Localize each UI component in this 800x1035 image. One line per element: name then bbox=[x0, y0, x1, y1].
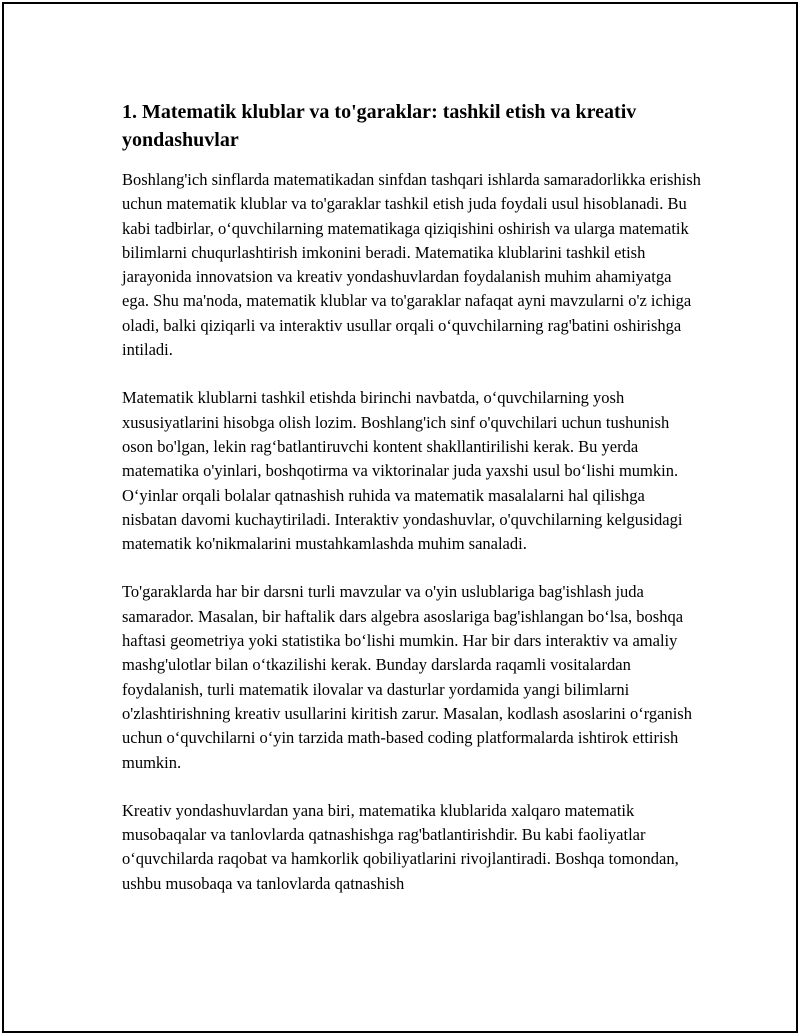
paragraph-2: Matematik klublarni tashkil etishda birinchi navbatda, o‘quvchilarning yosh xususiyatlarini hisobga olish lozim. Boshlang'ich sinf o'quvchilari uchun tushunish oson bo'lgan, lekin rag‘batlantiruvchi kontent shakllantirilishi kerak. Bu yerda matematika o'yinlari, boshqotirma va viktorinalar juda yaxshi usul bo‘lishi mumkin. O‘yinlar orqali bolalar qatnashish ruhida va matematik masalalarni hal qilishga nisbatan davomi kuchaytiriladi. Interaktiv yondashuvlar, o'quvchilarning kelgusidagi matematik ko'nikmalarini mustahkamlashda muhim sanaladi. bbox=[122, 388, 683, 554]
document-body bbox=[122, 98, 702, 920]
paragraph-4: Kreativ yondashuvlardan yana biri, matematika klublarida xalqaro matematik musobaqalar va tanlovlarda qatnashishga rag'batlantirishdir. Bu kabi faoliyatlar o‘quvchilarda raqobat va hamkorlik qobiliyatlarini rivojlantiradi. Boshqa tomondan, ushbu musobaqa va tanlovlarda qatnashish bbox=[122, 800, 679, 893]
document-title: 1. Matematik klublar va to'garaklar: tashkil etish va kreativ yondashuvlar bbox=[122, 101, 637, 151]
paragraph-1: Boshlang'ich sinflarda matematikadan sinfdan tashqari ishlarda samaradorlikka erishish uchun matematik klublar va to'garaklar tashkil etish juda foydali usul hisoblanadi. Bu kabi tadbirlar, o‘quvchilarning matematikaga qiziqishini oshirish va ularga matematik bilimlarni chuqurlashtirish imkonini beradi. Matematika klublarini tashkil etish jarayonida innovatsion va kreativ yondashuvlardan foydalanish muhim ahamiyatga ega. Shu ma'noda, matematik klublar va to'garaklar nafaqat ayni mavzularni o'z ichiga oladi, balki qiziqarli va interaktiv usullar orqali o‘quvchilarning rag'batini oshirishga intiladi. bbox=[122, 170, 701, 360]
paragraph-3: To'garaklarda har bir darsni turli mavzular va o'yin uslublariga bag'ishlash juda samarador. Masalan, bir haftalik dars algebra asoslariga bag'ishlangan bo‘lsa, boshqa haftasi geometriya yoki statistika bo‘lishi mumkin. Har bir dars interaktiv va amaliy mashg'ulotlar bilan o‘tkazilishi kerak. Bunday darslarda raqamli vositalardan foydalanish, turli matematik ilovalar va dasturlar yordamida yangi bilimlarni o'zlashtirishning kreativ usullarini kiritish zarur. Masalan, kodlash asoslarini o‘rganish uchun o‘quvchilarni o‘yin tarzida math-based coding platformalarda ishtirok ettirish mumkin. bbox=[122, 582, 692, 772]
page-frame bbox=[2, 2, 798, 1033]
